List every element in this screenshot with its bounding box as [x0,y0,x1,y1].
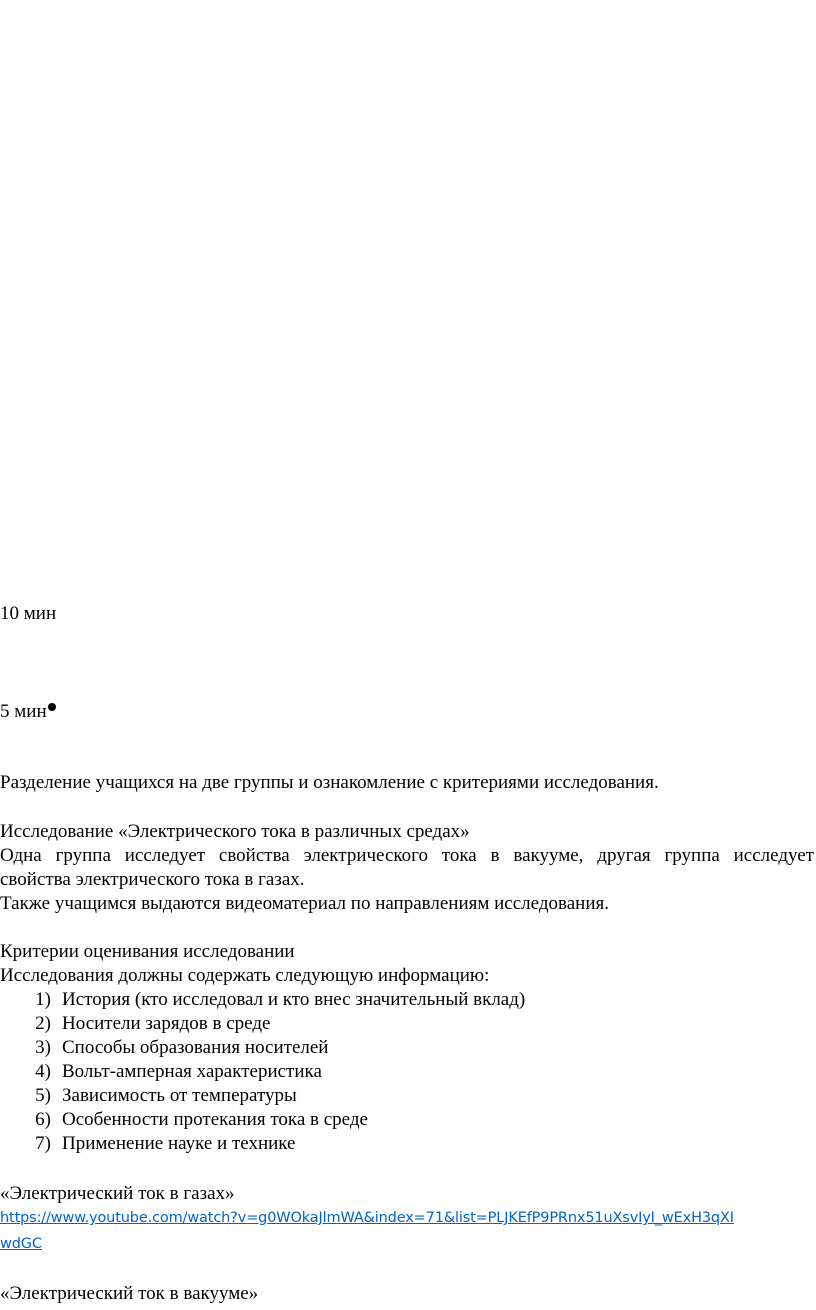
list-item-number: 4) [35,1061,51,1082]
list-item-text: Особенности протекания тока в среде [62,1109,368,1130]
criteria-lead: Исследования должны содержать следующую информацию: [0,965,490,986]
vacuum-video-title: «Электрический ток в вакууме» [0,1283,259,1304]
timing-5-min: 5 мин [0,701,47,722]
list-item-number: 7) [35,1133,51,1154]
list-item-text: Зависимость от температуры [62,1085,297,1106]
list-item-number: 2) [35,1013,51,1034]
research-line-1: Одна группа исследует свойства электрического тока в вакууме, другая группа исследует [0,845,814,866]
list-item-text: Носители зарядов в среде [62,1013,271,1034]
list-item-number: 6) [35,1109,51,1130]
gas-video-title: «Электрический ток в газах» [0,1183,235,1204]
list-item-number: 1) [35,989,51,1010]
research-line-2: свойства электрического тока в газах. [0,869,305,890]
gas-video-link-line-1[interactable]: https://www.youtube.com/watch?v=g0WOkaJlmWA&index=71&list=PLJKEfP9PRnx51uXsvIyI_wExH3qXI [0,1210,734,1226]
list-item-text: Применение науке и технике [62,1133,296,1154]
list-item-text: Вольт-амперная характеристика [62,1061,322,1082]
research-line-3: Также учащимся выдаются видеоматериал по направлениям исследования. [0,893,609,914]
timing-10-min: 10 мин [0,603,57,624]
list-item-text: История (кто исследовал и кто внес значительный вклад) [62,989,526,1010]
list-item-number: 3) [35,1037,51,1058]
intro-paragraph: Разделение учащихся на две группы и ознакомление с критериями исследования. [0,772,659,793]
criteria-title: Критерии оценивания исследовании [0,941,295,962]
list-item-number: 5) [35,1085,51,1106]
timing-5-min-row [0,700,56,724]
gas-video-link-line-2[interactable]: wdGC [0,1236,42,1252]
research-title: Исследование «Электрического тока в различных средах» [0,821,470,842]
list-item-text: Способы образования носителей [62,1037,329,1058]
bullet-dot-icon [48,703,56,711]
